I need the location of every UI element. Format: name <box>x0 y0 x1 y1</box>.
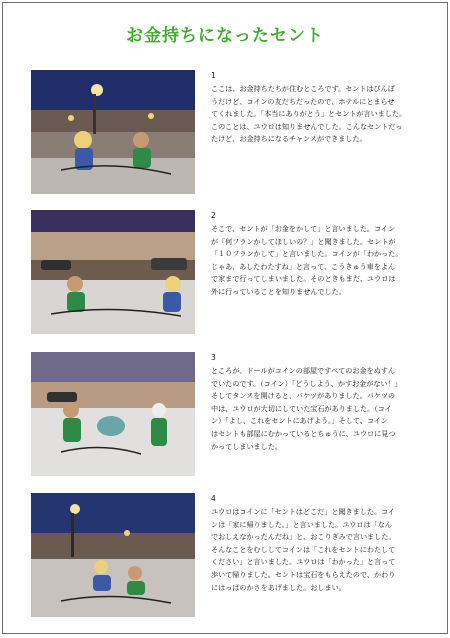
scene-photo-3 <box>31 352 195 476</box>
text-line: 外に行っていることを知りませんでした。 <box>211 286 346 296</box>
text-line: ください」と言いました。ユウロは「わかった」と言って <box>211 557 396 567</box>
text-line: 中は、ユウロが大切にしていた宝石がありました。（コイ <box>211 403 392 413</box>
section-number: 2 <box>211 211 216 220</box>
story-section-3 <box>31 352 423 476</box>
text-line: うだけど、コインの友だちだったので、ホテルにとまらせ <box>211 96 395 106</box>
section-number: 1 <box>211 71 216 80</box>
text-line: でいたのです。（コイン）「どうしよう、かすお金がない！」 <box>211 378 402 388</box>
text-line: じゃあ、あしたわたすね」と言って、こうきゅう車をよん <box>211 261 396 271</box>
story-text-4 <box>211 493 423 594</box>
scene-illustration-2 <box>31 210 195 334</box>
story-text-1 <box>211 70 423 146</box>
story-section-1 <box>31 70 423 194</box>
text-line: 「１０フランかして」と言いました。コインが「わかった。 <box>211 249 403 259</box>
scene-illustration-1 <box>31 70 195 194</box>
text-line: にはっぱのかさをあげました。おしまい。 <box>211 582 346 592</box>
scene-photo-1 <box>31 70 195 194</box>
scene-photo-2 <box>31 210 195 334</box>
text-line: ところが、ドールがコインの部屋ですべてのお金をぬすん <box>211 366 395 375</box>
text-line: そしてタンスを開けると、バケツがありました。バケツの <box>211 391 396 401</box>
text-line: ユウロはコインに「セントはどこだ」と聞きました。コイ <box>211 507 396 516</box>
page-title: お金持ちになったセント <box>126 26 324 46</box>
section-number: 4 <box>211 494 216 503</box>
text-line: で家まで行ってしまいました。そのときもまだ、ユウロは <box>211 274 396 284</box>
scene-illustration-3 <box>31 352 195 476</box>
text-line: てくれました。「本当にありがとう」とセントが言いました。 <box>211 109 407 119</box>
text-line: このことは、ユウロは知りませんでした。こんなセントだっ <box>211 121 403 131</box>
text-line: 歩いて帰りました。セントは宝石をもらえたので、かわり <box>211 569 396 579</box>
story-text-3 <box>211 352 423 453</box>
story-text-2 <box>211 210 423 299</box>
text-line: そんなことをむししてコインは「これをセントにわたして <box>211 544 396 554</box>
text-line: ンは「家に帰りました。」と言いました。ユウロは「なん <box>211 519 392 529</box>
text-line: ン）「よし、これをセントにあげよう。」そして、コイン <box>211 416 388 426</box>
text-line: たけど、お金持ちになるチャンスができました。 <box>211 134 367 144</box>
scene-photo-4 <box>31 493 195 617</box>
scene-illustration-4 <box>31 493 195 617</box>
text-line: でおしえなかったんだね」と、おこりぎみで言いました。 <box>211 532 396 542</box>
text-line: が「何フランかしてほしいの？」と聞きました。セントが <box>211 236 396 246</box>
document-page <box>2 2 448 634</box>
section-number: 3 <box>211 353 216 362</box>
story-section-4 <box>31 493 423 617</box>
text-line: ここは、お金持ちたちが住むところです。セントはびんぼ <box>211 84 395 93</box>
story-section-2 <box>31 210 423 334</box>
text-line: そこで、セントが「お金をかして」と言いました。コイン <box>211 224 396 233</box>
text-line: かってしまいました。 <box>211 441 282 451</box>
text-line: はセントも部屋にむかっているとちゅうに、ユウロに見つ <box>211 428 396 438</box>
